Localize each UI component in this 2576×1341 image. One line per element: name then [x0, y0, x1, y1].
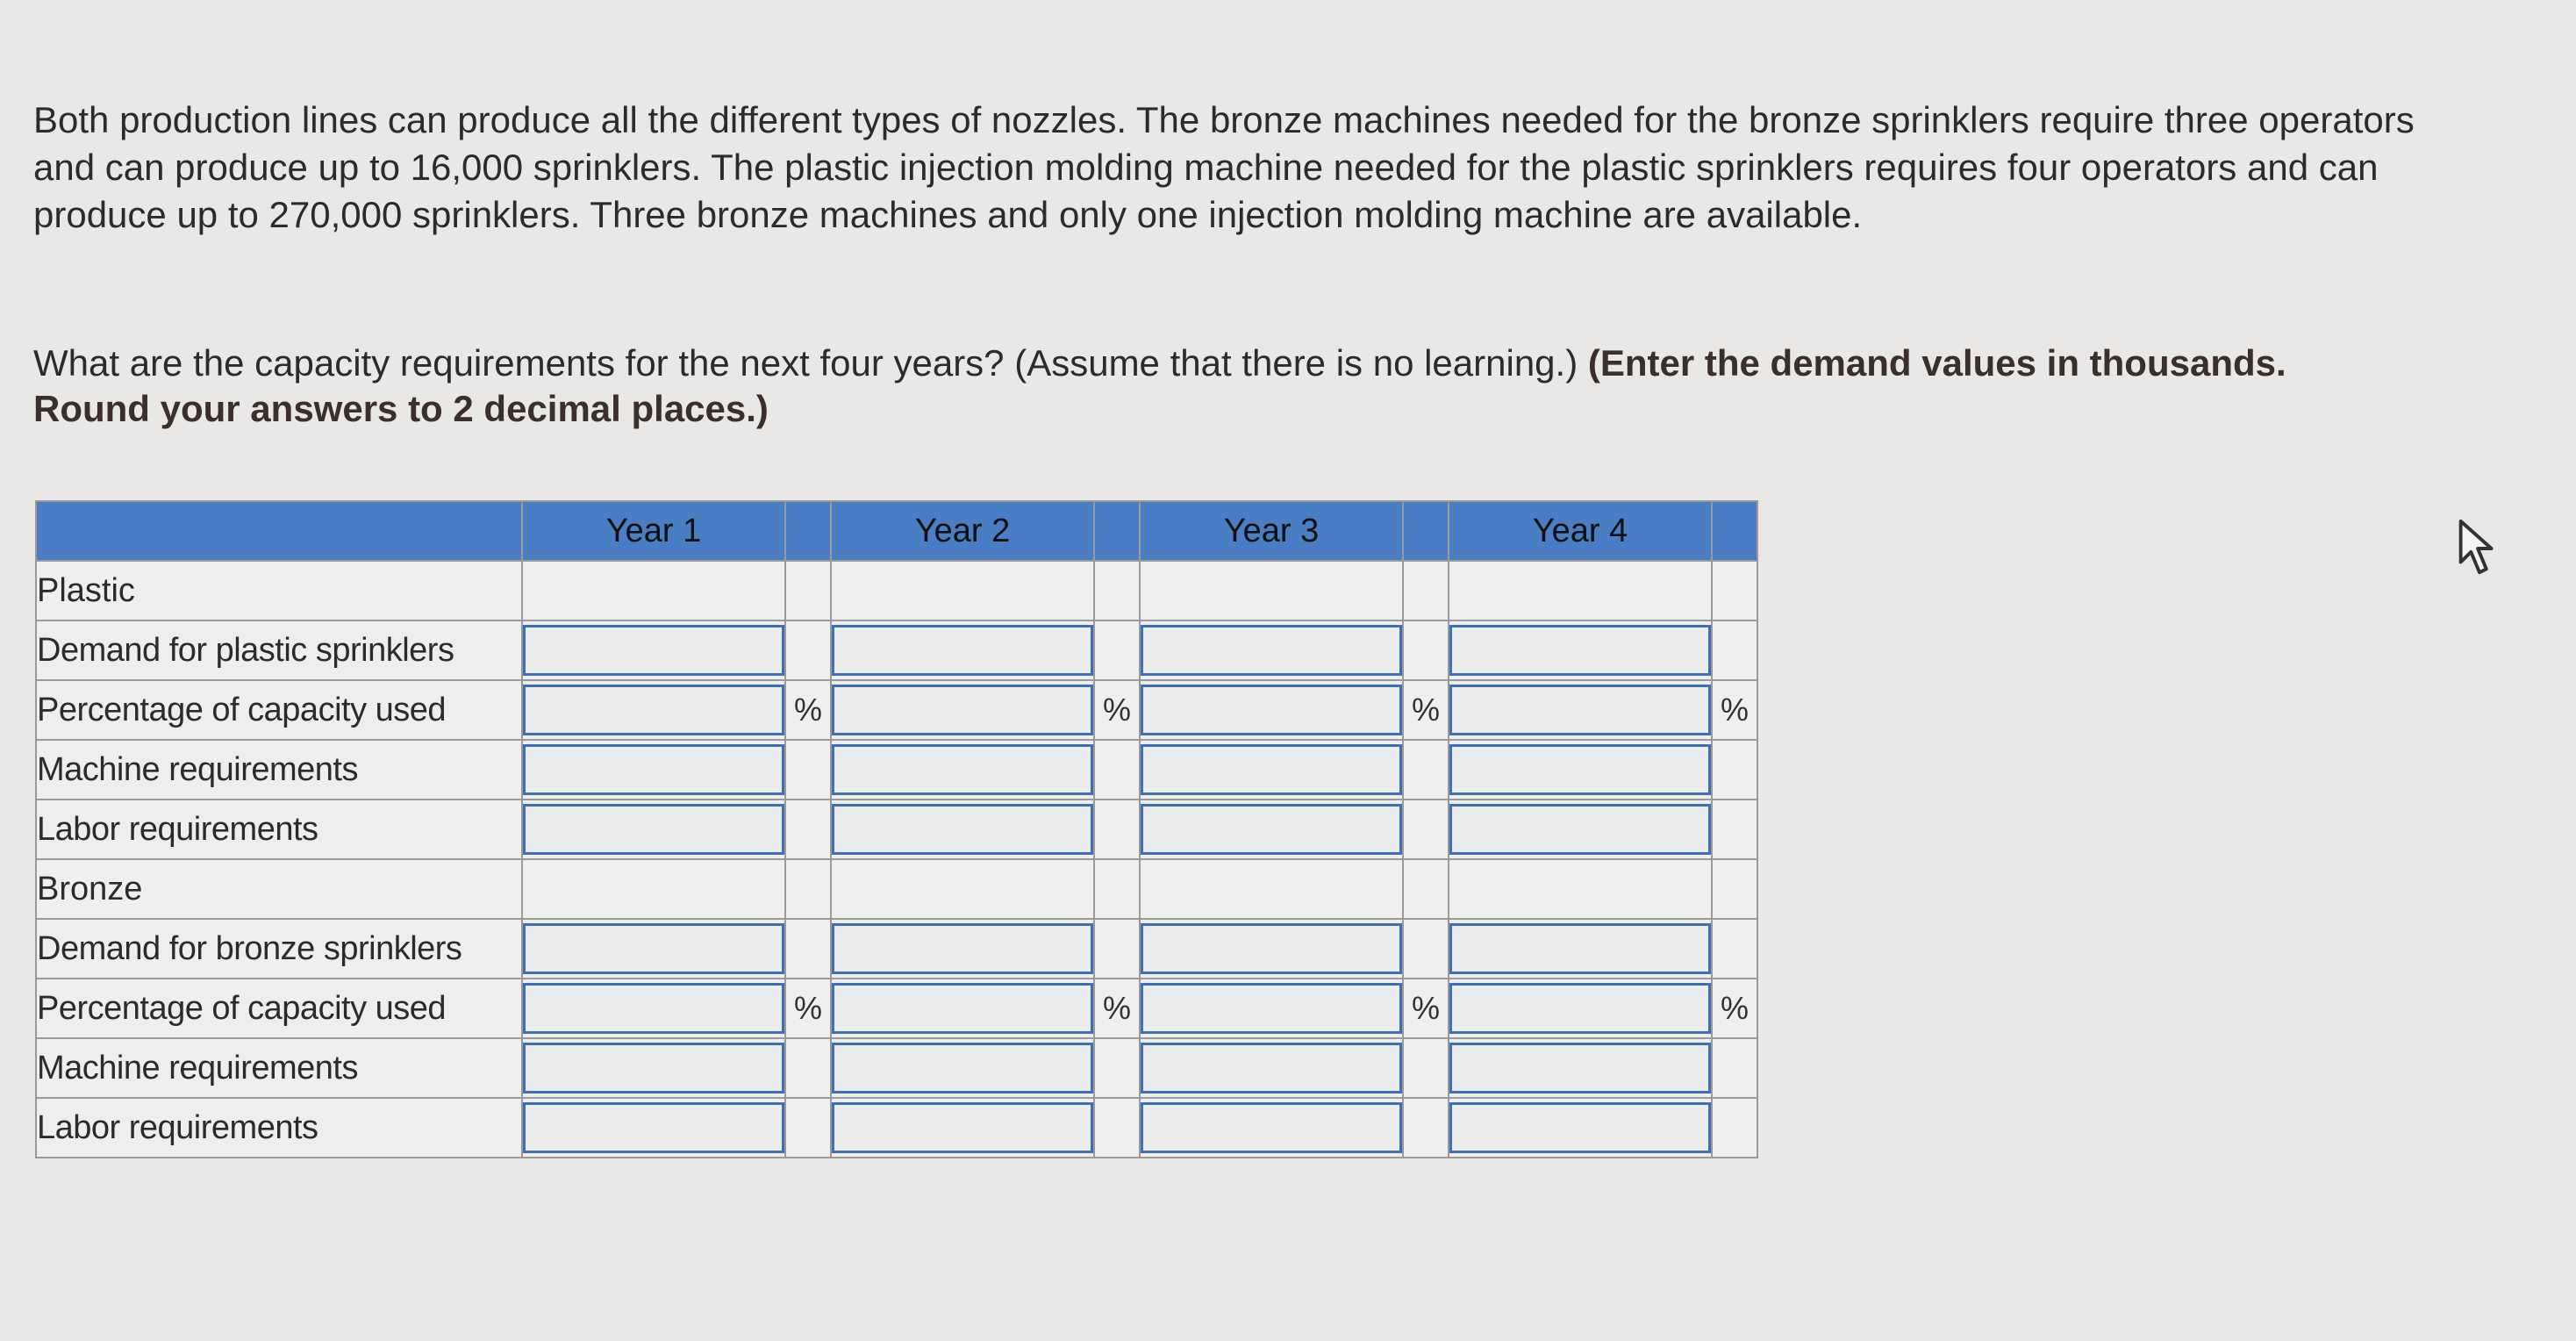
section-title: Plastic: [36, 561, 522, 620]
unit-label: [1094, 919, 1140, 979]
unit-label: [1712, 1098, 1757, 1158]
empty-cell: [1449, 859, 1712, 919]
answer-cell: [522, 800, 785, 859]
answer-cell: [831, 680, 1094, 740]
empty-cell: [1712, 561, 1757, 620]
answer-input-year-3[interactable]: [1141, 923, 1402, 974]
empty-cell: [1449, 561, 1712, 620]
table-row: [36, 740, 1757, 800]
answer-input-year-3[interactable]: [1141, 685, 1402, 735]
header-year-3: Year 3: [1140, 501, 1403, 561]
answer-instruction: (Enter the demand values in thousands. Round your answers to 2 decimal places.): [33, 342, 2286, 429]
empty-cell: [522, 859, 785, 919]
unit-label: %: [1403, 680, 1449, 740]
row-label: Labor requirements: [36, 800, 522, 859]
empty-cell: [785, 859, 831, 919]
answer-input-year-2[interactable]: [832, 744, 1093, 795]
mouse-pointer-icon: [2453, 518, 2506, 579]
empty-cell: [1140, 859, 1403, 919]
unit-label: [785, 1038, 831, 1098]
unit-label: [1712, 620, 1757, 680]
answer-cell: [1449, 620, 1712, 680]
answer-cell: [831, 740, 1094, 800]
row-label: Labor requirements: [36, 1098, 522, 1158]
header-corner: [36, 501, 522, 561]
answer-input-year-3[interactable]: [1141, 1102, 1402, 1153]
unit-label: %: [1094, 680, 1140, 740]
unit-label: [1712, 740, 1757, 800]
unit-label: [1403, 740, 1449, 800]
empty-cell: [1094, 859, 1140, 919]
problem-statement: Both production lines can produce all the different types of nozzles. The bronze machines needed for the bronze sprinklers require three operators and can produce up to 16,000 sprinklers. The plastic injection molding machine needed for the plastic sprinklers requires four operators and can produce up to 270,000 sprinklers. Three bronze machines and only one injection molding machine are available.: [33, 99, 2415, 235]
answer-cell: [1449, 800, 1712, 859]
table-row: [36, 919, 1757, 979]
answer-cell: [1140, 680, 1403, 740]
unit-label: [1403, 919, 1449, 979]
row-label: Percentage of capacity used: [36, 680, 522, 740]
answer-cell: [1140, 1038, 1403, 1098]
unit-label: [785, 1098, 831, 1158]
answer-input-year-4[interactable]: [1449, 744, 1711, 795]
answer-cell: [831, 800, 1094, 859]
empty-cell: [1094, 561, 1140, 620]
answer-input-year-2[interactable]: [832, 625, 1093, 676]
answer-cell: [1140, 740, 1403, 800]
answer-cell: [831, 1098, 1094, 1158]
answer-cell: [1140, 979, 1403, 1038]
unit-label: [1094, 1038, 1140, 1098]
header-year-2: Year 2: [831, 501, 1094, 561]
table-row: [36, 620, 1757, 680]
row-label: Machine requirements: [36, 1038, 522, 1098]
unit-label: [785, 800, 831, 859]
answer-input-year-1[interactable]: [523, 625, 784, 676]
answer-cell: [1140, 1098, 1403, 1158]
unit-label: [785, 740, 831, 800]
empty-cell: [1140, 561, 1403, 620]
header-year-1: Year 1: [522, 501, 785, 561]
answer-input-year-1[interactable]: [523, 923, 784, 974]
answer-cell: [522, 979, 785, 1038]
answer-cell: [831, 979, 1094, 1038]
answer-input-year-4[interactable]: [1449, 1043, 1711, 1094]
answer-input-year-3[interactable]: [1141, 744, 1402, 795]
answer-cell: [522, 740, 785, 800]
row-label: Demand for plastic sprinklers: [36, 620, 522, 680]
answer-cell: [1449, 919, 1712, 979]
header-year-4: Year 4: [1449, 501, 1712, 561]
unit-label: %: [1403, 979, 1449, 1038]
unit-label: %: [1094, 979, 1140, 1038]
table-row: [36, 680, 1757, 740]
answer-cell: [1140, 620, 1403, 680]
unit-label: [1403, 800, 1449, 859]
answer-input-year-2[interactable]: [832, 923, 1093, 974]
answer-input-year-2[interactable]: [832, 685, 1093, 735]
answer-input-year-4[interactable]: [1449, 923, 1711, 974]
answer-cell: [831, 620, 1094, 680]
unit-label: %: [1712, 680, 1757, 740]
unit-label: [1712, 1038, 1757, 1098]
answer-cell: [522, 919, 785, 979]
unit-label: [1403, 620, 1449, 680]
unit-label: %: [785, 680, 831, 740]
answer-cell: [522, 1038, 785, 1098]
answer-input-year-1[interactable]: [523, 1102, 784, 1153]
empty-cell: [1403, 561, 1449, 620]
answer-input-year-2[interactable]: [832, 804, 1093, 855]
unit-label: [1712, 800, 1757, 859]
answer-cell: [522, 620, 785, 680]
section-row: [36, 859, 1757, 919]
answer-input-year-1[interactable]: [523, 983, 784, 1034]
table-body: [36, 561, 1757, 1158]
answer-cell: [522, 1098, 785, 1158]
answer-input-year-2[interactable]: [832, 1102, 1093, 1153]
empty-cell: [831, 561, 1094, 620]
answer-cell: [522, 680, 785, 740]
table-row: [36, 800, 1757, 859]
unit-label: [1403, 1038, 1449, 1098]
header-year-3-unit: [1403, 501, 1449, 561]
answer-input-year-4[interactable]: [1449, 625, 1711, 676]
answer-input-year-1[interactable]: [523, 685, 784, 735]
answer-input-year-1[interactable]: [523, 804, 784, 855]
answer-input-year-4[interactable]: [1449, 685, 1711, 735]
answer-input-year-4[interactable]: [1449, 804, 1711, 855]
empty-cell: [785, 561, 831, 620]
header-year-4-unit: [1712, 501, 1757, 561]
row-label: Machine requirements: [36, 740, 522, 800]
section-row: [36, 561, 1757, 620]
unit-label: [1712, 919, 1757, 979]
answer-cell: [831, 919, 1094, 979]
unit-label: [785, 919, 831, 979]
answer-input-year-3[interactable]: [1141, 1043, 1402, 1094]
header-year-2-unit: [1094, 501, 1140, 561]
answer-cell: [1140, 800, 1403, 859]
unit-label: [1094, 740, 1140, 800]
answer-cell: [1449, 979, 1712, 1038]
answer-input-year-3[interactable]: [1141, 804, 1402, 855]
empty-cell: [1712, 859, 1757, 919]
unit-label: %: [1712, 979, 1757, 1038]
answer-input-year-3[interactable]: [1141, 625, 1402, 676]
capacity-requirements-table: [35, 500, 1758, 1158]
question-text: [33, 341, 2402, 432]
answer-cell: [1449, 1098, 1712, 1158]
empty-cell: [1403, 859, 1449, 919]
answer-cell: [831, 1038, 1094, 1098]
table-row: [36, 1038, 1757, 1098]
row-label: Demand for bronze sprinklers: [36, 919, 522, 979]
unit-label: [1094, 620, 1140, 680]
answer-input-year-3[interactable]: [1141, 983, 1402, 1034]
section-title: Bronze: [36, 859, 522, 919]
unit-label: [1094, 1098, 1140, 1158]
answer-cell: [1449, 680, 1712, 740]
answer-cell: [1449, 740, 1712, 800]
unit-label: %: [785, 979, 831, 1038]
answer-input-year-1[interactable]: [523, 744, 784, 795]
answer-input-year-4[interactable]: [1449, 1102, 1711, 1153]
unit-label: [1094, 800, 1140, 859]
answer-input-year-2[interactable]: [832, 1043, 1093, 1094]
empty-cell: [522, 561, 785, 620]
header-row: [36, 501, 1757, 561]
unit-label: [1403, 1098, 1449, 1158]
answer-cell: [1140, 919, 1403, 979]
row-label: Percentage of capacity used: [36, 979, 522, 1038]
table-row: [36, 1098, 1757, 1158]
answer-cell: [1449, 1038, 1712, 1098]
empty-cell: [831, 859, 1094, 919]
answer-input-year-4[interactable]: [1449, 983, 1711, 1034]
table-row: [36, 979, 1757, 1038]
unit-label: [785, 620, 831, 680]
header-year-1-unit: [785, 501, 831, 561]
answer-input-year-2[interactable]: [832, 983, 1093, 1034]
answer-input-year-1[interactable]: [523, 1043, 784, 1094]
question-main: What are the capacity requirements for the next four years? (Assume that there is no learning.): [33, 342, 1578, 384]
